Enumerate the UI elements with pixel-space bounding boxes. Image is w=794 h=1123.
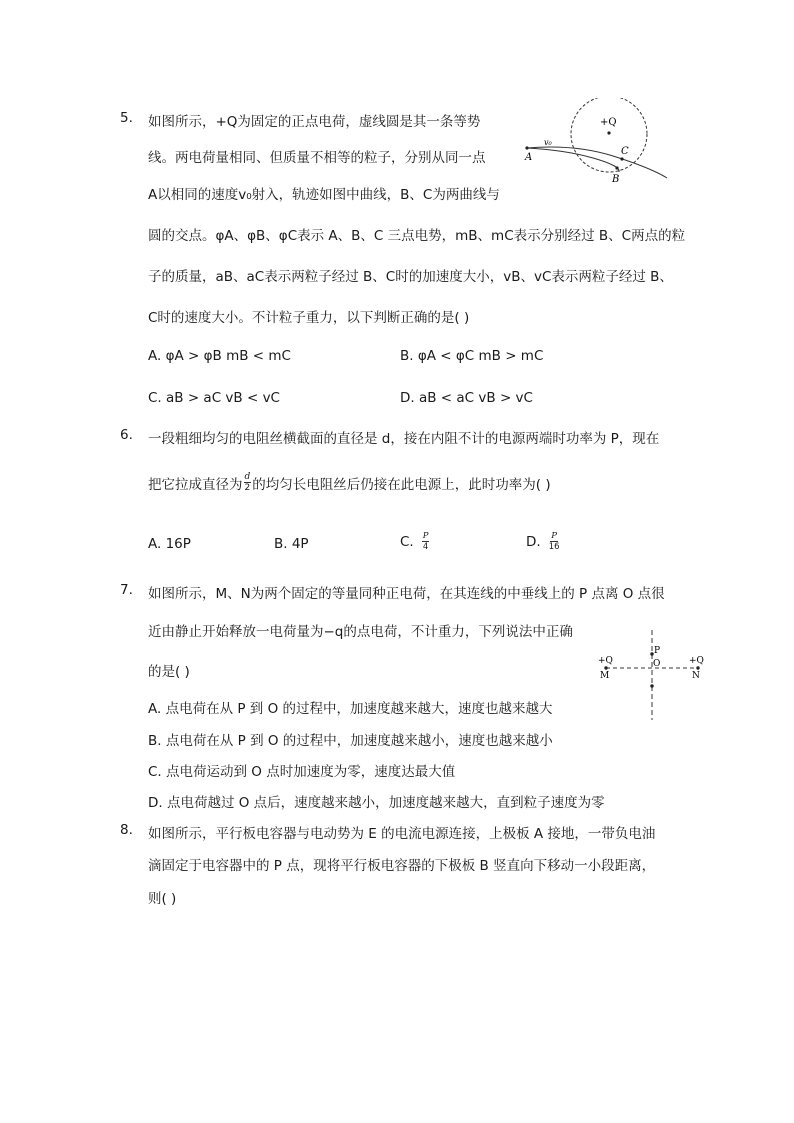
q5-line2: 线。两电荷量相同、但质量不相等的粒子，分别从同一点 (148, 150, 486, 166)
point-a (525, 146, 528, 149)
q6-option-c-num: P (422, 531, 429, 541)
q7-line1: 如图所示，M、N为两个固定的等量同种正电荷，在其连线的中垂线上的 P 点离 O 点很 (148, 586, 665, 602)
charge-n-sign: +Q (689, 656, 704, 666)
q6-option-d-den: 16 (548, 542, 560, 552)
q6-option-c-label: C. (400, 533, 414, 550)
q7-number: 7. (120, 582, 133, 598)
q5-line1: 如图所示，+Q为固定的正点电荷，虚线圆是其一条等势 (148, 114, 481, 130)
q6-option-d-label: D. (526, 533, 541, 550)
q7-figure (596, 628, 708, 722)
q5-number: 5. (120, 110, 133, 126)
charge-m-point (604, 666, 607, 669)
label-o: O (653, 659, 661, 669)
q8-number: 8. (120, 822, 133, 838)
q7-option-a: A. 点电荷在从 P 到 O 的过程中，加速度越来越大，速度也越来越大 (148, 701, 553, 717)
q6-option-c (400, 531, 429, 552)
q6-fraction-num: d (244, 472, 251, 482)
q6-option-b: B. 4P (274, 536, 309, 552)
label-b: B (612, 174, 620, 185)
q6-option-c-den: 4 (422, 542, 429, 552)
q7-option-d: D. 点电荷越过 O 点后，速度越来越小，加速度越来越大，直到粒子速度为零 (148, 795, 605, 811)
q6-line2 (148, 472, 551, 493)
q5-option-d: D. aB < aC vB > vC (400, 390, 533, 406)
plusq-label: +Q (600, 117, 617, 128)
equipotential-circle (571, 98, 647, 172)
q5-figure (515, 98, 680, 190)
trajectory-b (527, 148, 619, 172)
point-b (615, 166, 618, 169)
q5-line5: 子的质量，aB、aC表示两粒子经过 B、C时的加速度大小，vB、vC表示两粒子经过 B、 (148, 269, 673, 285)
q8-line2: 滴固定于电容器中的 P 点，现将平行板电容器的下极板 B 竖直向下移动一小段距离， (148, 858, 656, 874)
label-c: C (621, 146, 629, 157)
q5-option-a: A. φA > φB mB < mC (148, 348, 291, 364)
label-n: N (692, 671, 700, 681)
q5-line3: A以相同的速度v₀射入，轨迹如图中曲线，B、C为两曲线与 (148, 187, 500, 203)
q6-line2-end: 的均匀长电阻丝后仍接在此电源上，此时功率为( ) (252, 476, 551, 493)
q5-option-c: C. aB > aC vB < vC (148, 390, 280, 406)
label-a: A (525, 152, 533, 163)
trajectory-c (527, 147, 667, 178)
q5-option-b: B. φA < φC mB > mC (400, 348, 544, 364)
label-m: M (600, 671, 610, 681)
charge-point (607, 131, 610, 134)
symmetric-point (650, 684, 653, 687)
q7-option-c: C. 点电荷运动到 O 点时加速度为零，速度达最大值 (148, 764, 456, 780)
q6-option-d (526, 531, 560, 552)
q6-fraction-den: 2 (244, 483, 251, 493)
q8-line1: 如图所示，平行板电容器与电动势为 E 的电流电源连接，上极板 A 接地，一带负电油 (148, 826, 656, 842)
q6-fraction (244, 472, 252, 493)
q6-option-d-num: P (551, 531, 557, 541)
q6-line1: 一段粗细均匀的电阻丝横截面的直径是 d，接在内阻不计的电源两端时功率为 P，现在 (148, 431, 660, 447)
q6-line2-start: 把它拉成直径为 (148, 476, 243, 493)
q7-line3: 的是( ) (148, 664, 190, 680)
q6-number: 6. (120, 427, 133, 443)
q6-option-d-fraction (549, 531, 560, 552)
q7-line2: 近由静止开始释放一电荷量为−q的点电荷，不计重力，下列说法中正确 (148, 624, 573, 640)
charge-m-sign: +Q (598, 656, 613, 666)
q5-line6: C时的速度大小。不计粒子重力，以下判断正确的是( ) (148, 310, 470, 326)
q8-line3: 则( ) (148, 891, 177, 907)
q5-line4: 圆的交点。φA、φB、φC表示 A、B、C 三点电势，mB、mC表示分别经过 B、C两点的粒 (148, 228, 686, 244)
q6-option-c-fraction (422, 531, 430, 552)
label-p: P (654, 646, 661, 656)
q6-option-a: A. 16P (148, 536, 191, 552)
charge-n-point (696, 666, 699, 669)
label-v0: v₀ (544, 138, 552, 147)
q7-option-b: B. 点电荷在从 P 到 O 的过程中，加速度越来越小，速度也越来越小 (148, 733, 553, 749)
point-c (620, 157, 623, 160)
